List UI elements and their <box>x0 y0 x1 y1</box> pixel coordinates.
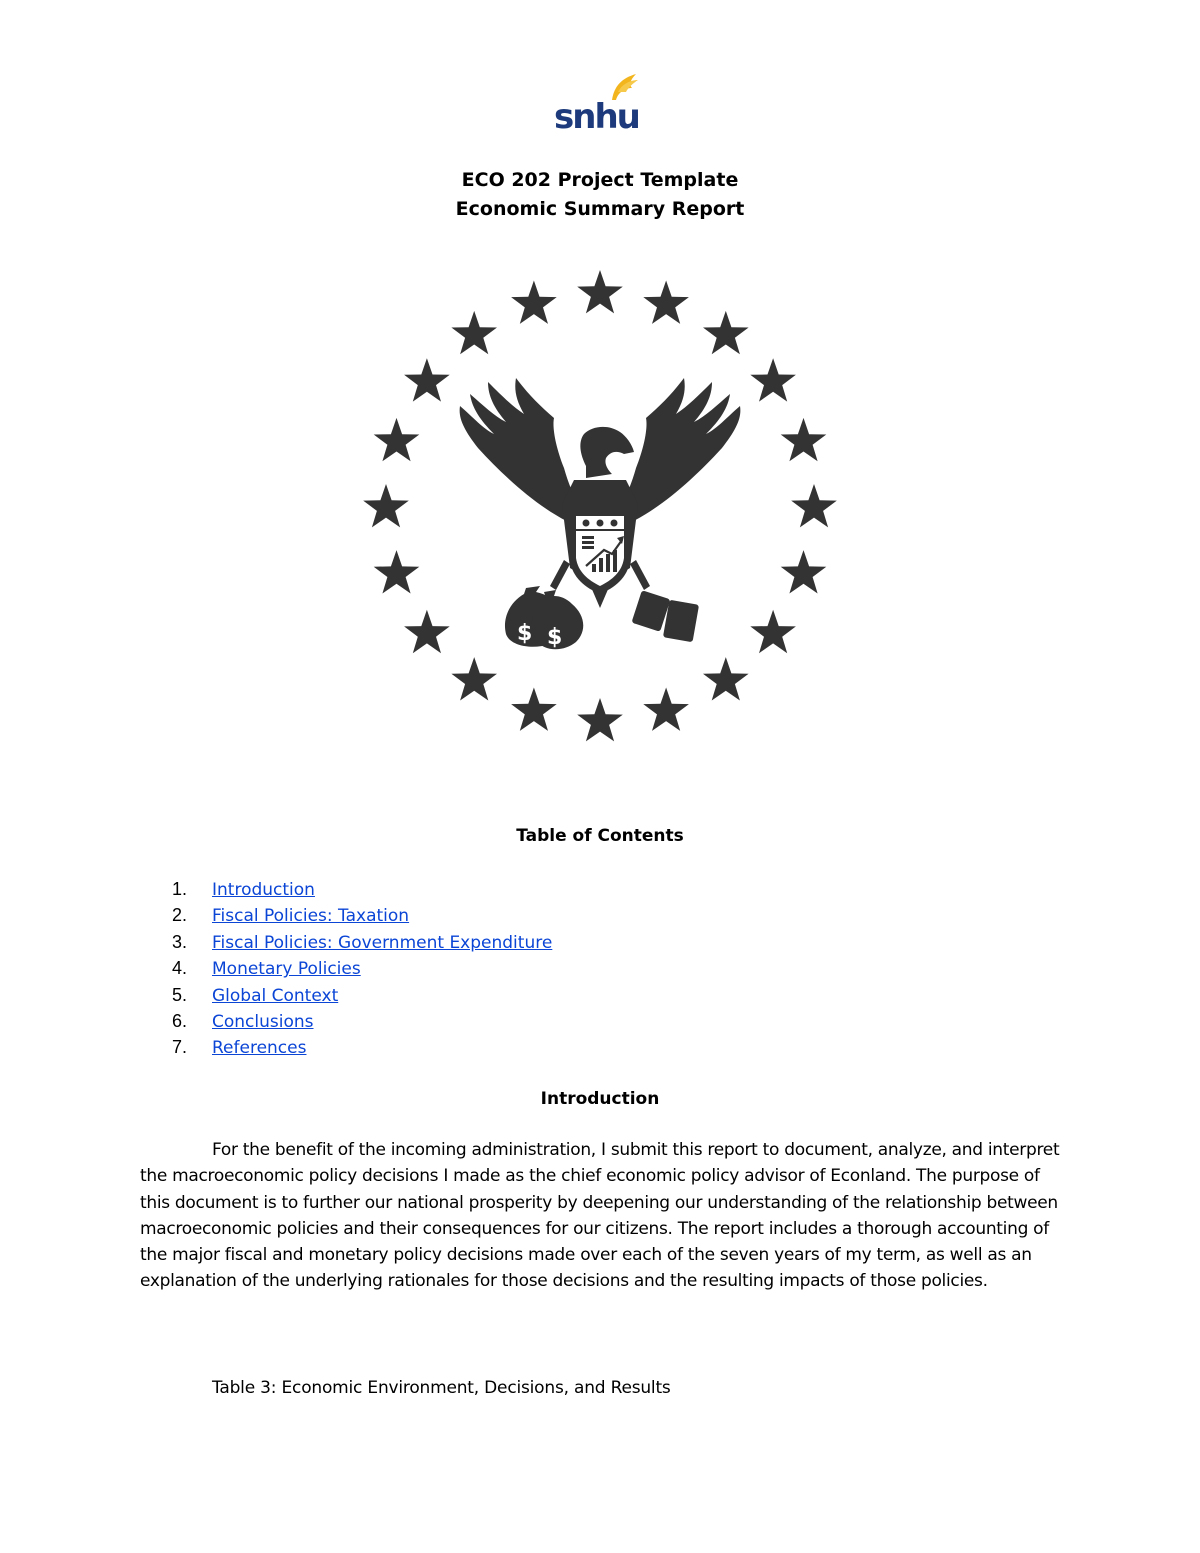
star-icon <box>511 688 557 731</box>
shield-icon <box>570 510 630 594</box>
star-icon <box>374 550 420 593</box>
star-icon <box>451 657 497 700</box>
toc-number: 4. <box>172 958 188 979</box>
toc-link-fiscal-expenditure[interactable]: Fiscal Policies: Government Expenditure <box>212 932 553 953</box>
star-icon <box>363 484 409 527</box>
toc-item <box>172 955 552 981</box>
toc-number: 3. <box>172 931 188 952</box>
star-icon <box>577 270 623 313</box>
toc-item <box>172 1034 552 1060</box>
toc-number: 5. <box>172 984 188 1005</box>
toc-item <box>172 982 552 1008</box>
star-icon <box>703 657 749 700</box>
star-icon <box>511 281 557 324</box>
toc-item <box>172 929 552 955</box>
star-icon <box>750 610 796 653</box>
star-icon <box>404 610 450 653</box>
toc-heading: Table of Contents <box>516 826 684 846</box>
economic-seal <box>360 268 840 748</box>
star-icon <box>791 484 837 527</box>
star-icon <box>577 698 623 741</box>
toc-number: 1. <box>172 879 188 899</box>
star-icon <box>703 311 749 354</box>
star-icon <box>374 418 420 461</box>
star-icon <box>750 358 796 401</box>
star-icon <box>451 311 497 354</box>
toc-link-introduction[interactable]: Introduction <box>212 880 315 900</box>
table-of-contents <box>172 876 552 1061</box>
snhu-logo <box>552 72 642 134</box>
coin-stack-icon <box>582 536 594 549</box>
svg-text:$: $ <box>547 625 563 650</box>
document-subtitle: Economic Summary Report <box>455 198 745 220</box>
toc-number: 6. <box>172 1010 188 1031</box>
toc-number: 7. <box>172 1037 188 1058</box>
svg-text:$: $ <box>517 621 533 646</box>
star-icon <box>781 550 827 593</box>
star-icon <box>404 358 450 401</box>
toc-link-fiscal-taxation[interactable]: Fiscal Policies: Taxation <box>212 906 410 927</box>
document-title: ECO 202 Project Template <box>461 169 739 191</box>
introduction-heading: Introduction <box>540 1089 660 1109</box>
toc-link-global-context[interactable]: Global Context <box>212 985 339 1006</box>
toc-link-monetary-policies[interactable]: Monetary Policies <box>212 959 361 980</box>
toc-item <box>172 902 552 928</box>
star-icon <box>781 418 827 461</box>
star-icon <box>643 688 689 731</box>
calculator-icon <box>631 590 670 632</box>
toc-number: 2. <box>172 905 188 926</box>
logo-text: snhu <box>554 97 639 134</box>
toc-link-conclusions[interactable]: Conclusions <box>212 1011 314 1032</box>
toc-link-references[interactable]: References <box>212 1038 307 1059</box>
introduction-paragraph: For the benefit of the incoming administration, I submit this report to document, analyze, and interpret the macroeconomic policy decisions I made as the chief economic policy advisor of Econland. The purpose of this document is to further our national prosperity by deepening our understanding of the relationship between macroeconomic policies and their consequences for our citizens. The report includes a thorough accounting of the major fiscal and monetary policy decisions made over each of the seven years of my term, as well as an explanation of the underlying rationales for those decisions and the resulting impacts of those policies. <box>140 1140 1060 1292</box>
star-icon <box>643 281 689 324</box>
toc-item <box>172 876 552 902</box>
toc-item <box>172 1008 552 1034</box>
table-caption: Table 3: Economic Environment, Decisions, and Results <box>212 1378 671 1398</box>
